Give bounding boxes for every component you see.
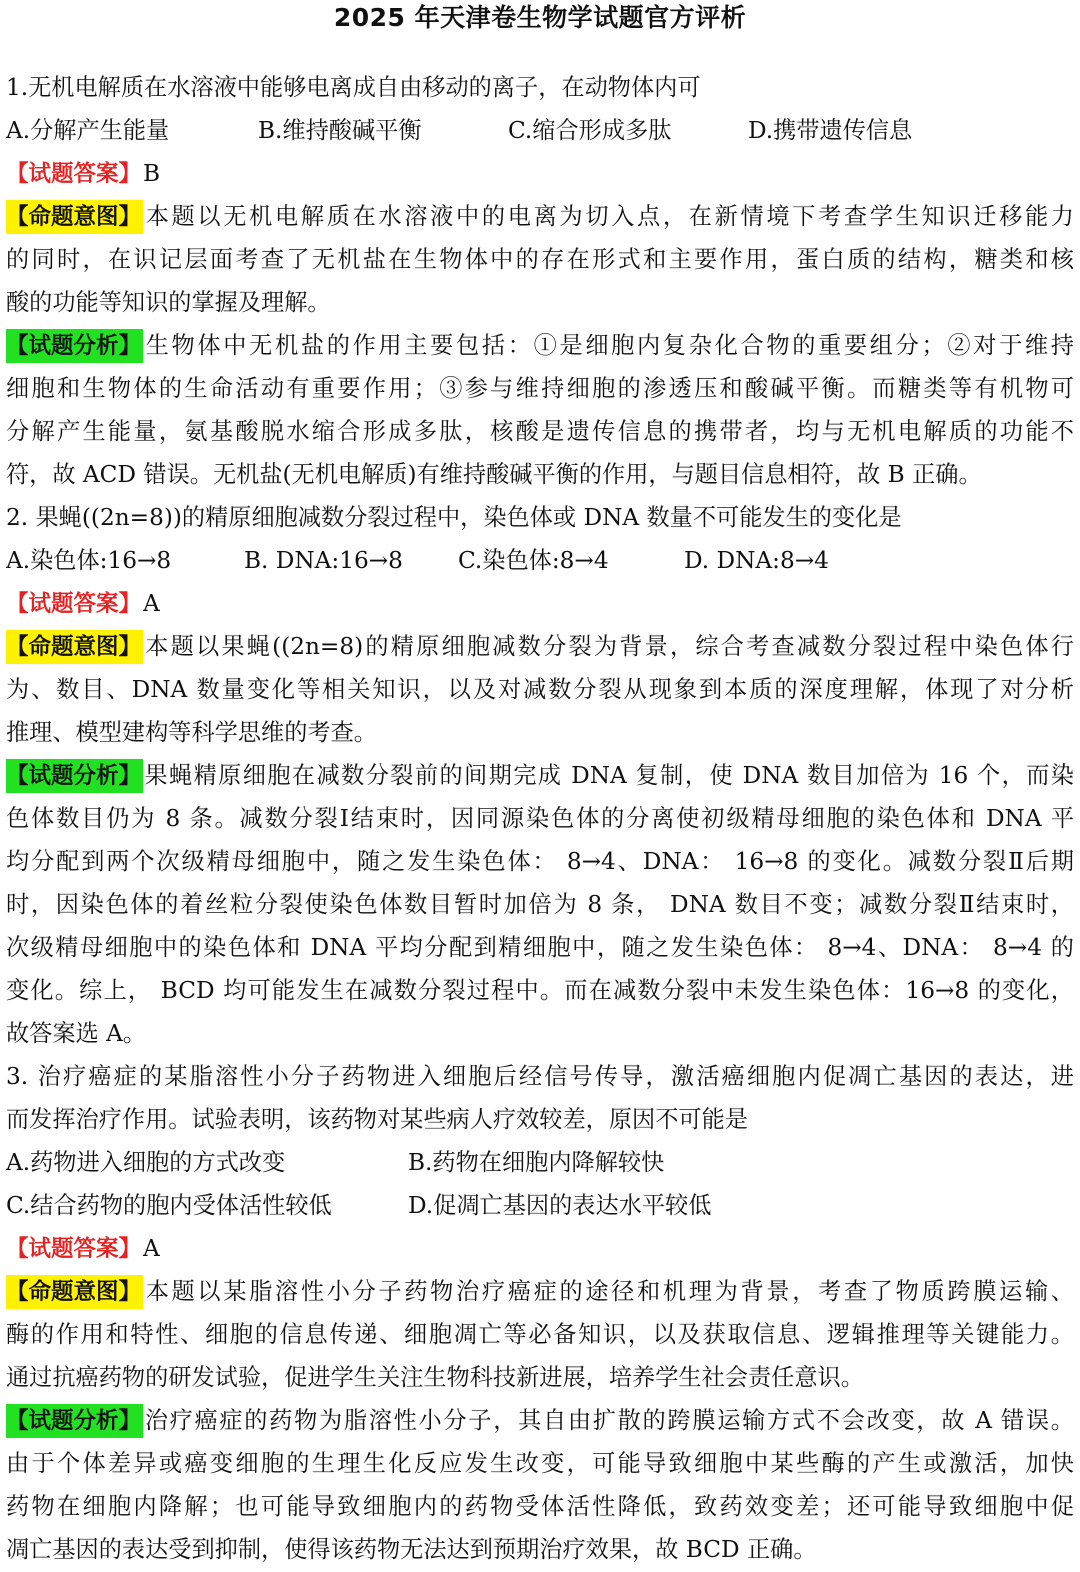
q1-options: [6, 109, 1074, 152]
q1-intent-line-1: 【命题意图】本题以无机电解质在水溶液中的电离为切入点，在新情境下考查学生知识迁移能力: [6, 195, 1074, 238]
q2-option-c: C.染色体:8→4: [458, 547, 609, 574]
q2-option-b: B. DNA:16→8: [244, 547, 403, 574]
q2-analysis-line-2: 色体数目仍为 8 条。减数分裂Ⅰ结束时，因同源染色体的分离使初级精母细胞的染色体和 DNA 平: [6, 805, 1074, 832]
q3-option-d: D.促凋亡基因的表达水平较低: [408, 1192, 712, 1219]
q2-intent-line-3: 推理、模型建构等科学思维的考查。: [6, 719, 377, 746]
q1-option-b: B.维持酸碱平衡: [258, 117, 422, 144]
analysis-tag: 【试题分析】: [6, 759, 143, 793]
q3-stem-line-2: 而发挥治疗作用。试验表明，该药物对某些病人疗效较差，原因不可能是: [6, 1106, 748, 1133]
q2-analysis-line-7: 故答案选 A。: [6, 1020, 147, 1047]
q2-intent-line-1: 【命题意图】本题以果蝇((2n=8)的精原细胞减数分裂为背景，综合考查减数分裂过程中染色体行: [6, 625, 1074, 668]
q1-stem: 1.无机电解质在水溶液中能够电离成自由移动的离子，在动物体内可: [6, 74, 701, 101]
q3-analysis-line-2: 由于个体差异或癌变细胞的生理生化反应发生改变，可能导致细胞中某些酶的产生或激活，加快: [6, 1450, 1074, 1477]
q3-stem-line-1: 3. 治疗癌症的某脂溶性小分子药物进入细胞后经信号传导，激活癌细胞内促凋亡基因的表达，进: [6, 1063, 1074, 1090]
q3-options-row-1: [6, 1141, 1074, 1184]
q3-intent-line-1: 【命题意图】本题以某脂溶性小分子药物治疗癌症的途径和机理为背景，考查了物质跨膜运输、: [6, 1270, 1074, 1313]
answer-tag: 【试题答案】: [6, 591, 142, 617]
q1-analysis-line-1: 【试题分析】生物体中无机盐的作用主要包括：①是细胞内复杂化合物的重要组分；②对于维持: [6, 324, 1074, 367]
q3-answer-line: [6, 1227, 1074, 1270]
q3-option-c: C.结合药物的胞内受体活性较低: [6, 1192, 332, 1219]
q2-intent-line-2: 为、数目、DNA 数量变化等相关知识，以及对减数分裂从现象到本质的深度理解，体现了对分析: [6, 676, 1074, 703]
q1-intent-line-2: 的同时，在识记层面考查了无机盐在生物体中的存在形式和主要作用，蛋白质的结构，糖类和核: [6, 246, 1074, 273]
q2-analysis-line-3: 均分配到两个次级精母细胞中，随之发生染色体： 8→4、DNA： 16→8 的变化。减数分裂Ⅱ后期: [6, 848, 1074, 875]
q3-options-row-2: [6, 1184, 1074, 1227]
intent-tag: 【命题意图】: [6, 200, 143, 234]
q2-analysis-line-4: 时，因染色体的着丝粒分裂使染色体数目暂时加倍为 8 条， DNA 数目不变；减数分裂Ⅱ结束时，: [6, 891, 1074, 918]
q2-analysis-line-6: 变化。综上， BCD 均可能发生在减数分裂过程中。而在减数分裂中未发生染色体：16→8 的变化，: [6, 977, 1074, 1004]
q3-analysis-line-4: 凋亡基因的表达受到抑制，使得该药物无法达到预期治疗效果，故 BCD 正确。: [6, 1536, 817, 1563]
q3-analysis-line-3: 药物在细胞内降解；也可能导致细胞内的药物受体活性降低，致药效变差；还可能导致细胞中促: [6, 1493, 1074, 1520]
intent-tag: 【命题意图】: [6, 630, 143, 664]
q3-option-b: B.药物在细胞内降解较快: [408, 1149, 665, 1176]
q3-answer: A: [143, 1235, 160, 1262]
intent-tag: 【命题意图】: [6, 1275, 143, 1309]
q2-option-a: A.染色体:16→8: [6, 547, 172, 574]
q1-answer: B: [143, 160, 161, 187]
q2-analysis-line-1: 【试题分析】果蝇精原细胞在减数分裂前的间期完成 DNA 复制，使 DNA 数目加倍为 16 个，而染: [6, 754, 1074, 797]
q2-options: [6, 539, 1074, 582]
q3-option-a: A.药物进入细胞的方式改变: [6, 1149, 286, 1176]
q3-intent-line-3: 通过抗癌药物的研发试验，促进学生关注生物科技新进展，培养学生社会责任意识。: [6, 1364, 864, 1391]
q1-analysis-line-4: 符，故 ACD 错误。无机盐(无机电解质)有维持酸碱平衡的作用，与题目信息相符，故 B 正确。: [6, 461, 982, 488]
answer-tag: 【试题答案】: [6, 1236, 142, 1262]
q2-stem: 2. 果蝇((2n=8))的精原细胞减数分裂过程中，染色体或 DNA 数量不可能发生的变化是: [6, 504, 902, 531]
q2-analysis-line-5: 次级精母细胞中的染色体和 DNA 平均分配到精细胞中，随之发生染色体： 8→4、DNA： 8→4 的: [6, 934, 1074, 961]
page-title: 2025 年天津卷生物学试题官方评析: [333, 3, 747, 32]
q2-answer: A: [143, 590, 160, 617]
q1-intent-line-3: 酸的功能等知识的掌握及理解。: [6, 289, 331, 316]
q3-intent-line-2: 酶的作用和特性、细胞的信息传递、细胞凋亡等必备知识，以及获取信息、逻辑推理等关键能力。: [6, 1321, 1074, 1348]
q1-option-a: A.分解产生能量: [6, 117, 170, 144]
q1-analysis-line-2: 细胞和生物体的生命活动有重要作用；③参与维持细胞的渗透压和酸碱平衡。而糖类等有机物可: [6, 375, 1074, 402]
q2-answer-line: [6, 582, 1074, 625]
analysis-tag: 【试题分析】: [6, 329, 143, 363]
q3-analysis-line-1: 【试题分析】治疗癌症的药物为脂溶性小分子，其自由扩散的跨膜运输方式不会改变，故 A 错误。: [6, 1399, 1074, 1442]
q2-option-d: D. DNA:8→4: [684, 547, 829, 574]
analysis-tag: 【试题分析】: [6, 1404, 143, 1438]
answer-tag: 【试题答案】: [6, 161, 142, 187]
q1-analysis-line-3: 分解产生能量，氨基酸脱水缩合形成多肽，核酸是遗传信息的携带者，均与无机电解质的功能不: [6, 418, 1074, 445]
q1-option-c: C.缩合形成多肽: [508, 117, 672, 144]
q1-option-d: D.携带遗传信息: [748, 117, 913, 144]
q1-answer-line: [6, 152, 1074, 195]
